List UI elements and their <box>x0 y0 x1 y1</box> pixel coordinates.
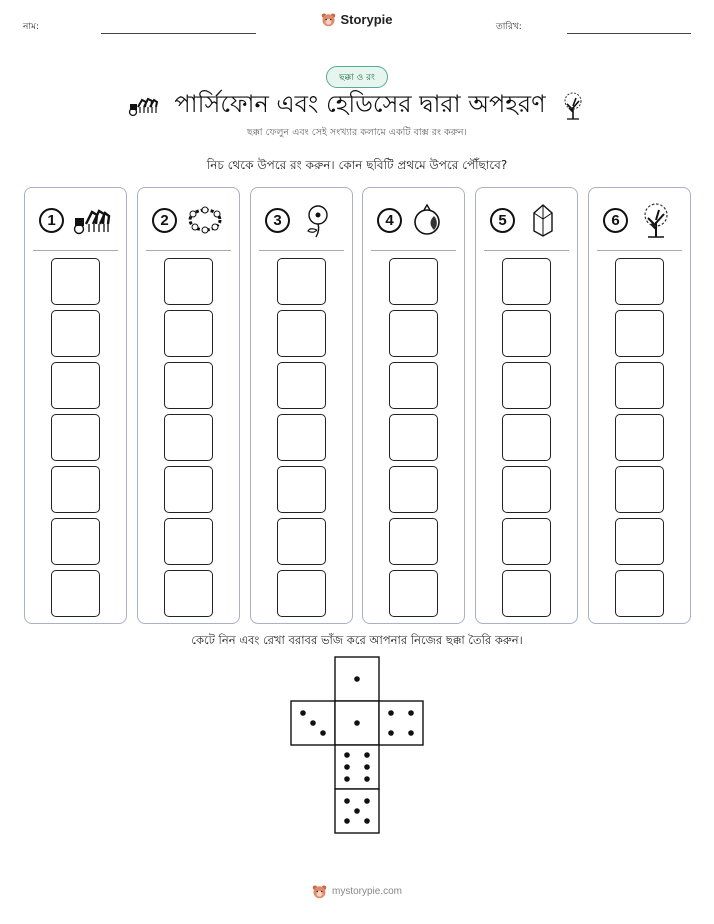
category-badge: ছক্কা ও রং <box>326 66 388 88</box>
column-number: 2 <box>152 208 177 233</box>
dice-pip <box>300 710 306 716</box>
dice-pip <box>408 730 414 736</box>
dice-pip <box>310 720 316 726</box>
name-label: নাম: <box>23 22 40 32</box>
dice-pip <box>364 818 370 824</box>
dice-pip <box>408 710 414 716</box>
cut-instruction: কেটে নিন এবং রেখা বরাবর ভাঁজ করে আপনার নিজের ছক্কা তৈরি করুন। <box>191 633 523 647</box>
dice-pip <box>364 776 370 782</box>
dice-pip <box>388 730 394 736</box>
column-number: 5 <box>490 208 515 233</box>
instructions: ছক্কা ফেলুন এবং সেই সংখ্যার কলামে একটি বাক্স রং করুন। <box>247 127 467 138</box>
footer-url[interactable]: mystorypie.com <box>331 886 402 897</box>
dice-pip <box>354 808 360 814</box>
dice-pip <box>354 720 360 726</box>
dice-pip <box>364 764 370 770</box>
dice-face <box>379 701 423 745</box>
question: নিচ থেকে উপরে রং করুন। কোন ছবিটি প্রথমে উপরে পৌঁছাবে? <box>206 158 508 172</box>
dice-pip <box>364 752 370 758</box>
dice-pip <box>344 752 350 758</box>
column-number: 6 <box>603 208 628 233</box>
bear-logo-icon <box>312 884 327 899</box>
column-number: 3 <box>265 208 290 233</box>
dice-pip <box>364 798 370 804</box>
dice-face <box>335 745 379 789</box>
column-number: 1 <box>39 208 64 233</box>
brand-name: Storypie <box>340 12 393 27</box>
dice-pip <box>344 764 350 770</box>
page-title: পার্সিফোন এবং হেডিসের দ্বারা অপহরণ <box>174 90 546 118</box>
dice-pip <box>388 710 394 716</box>
footer <box>0 884 714 899</box>
dice-pip <box>344 798 350 804</box>
dice-pip <box>344 776 350 782</box>
column-number: 4 <box>377 208 402 233</box>
dice-pip <box>354 676 360 682</box>
dice-pip <box>320 730 326 736</box>
date-label: তারিখ: <box>496 22 522 32</box>
dice-pip <box>344 818 350 824</box>
